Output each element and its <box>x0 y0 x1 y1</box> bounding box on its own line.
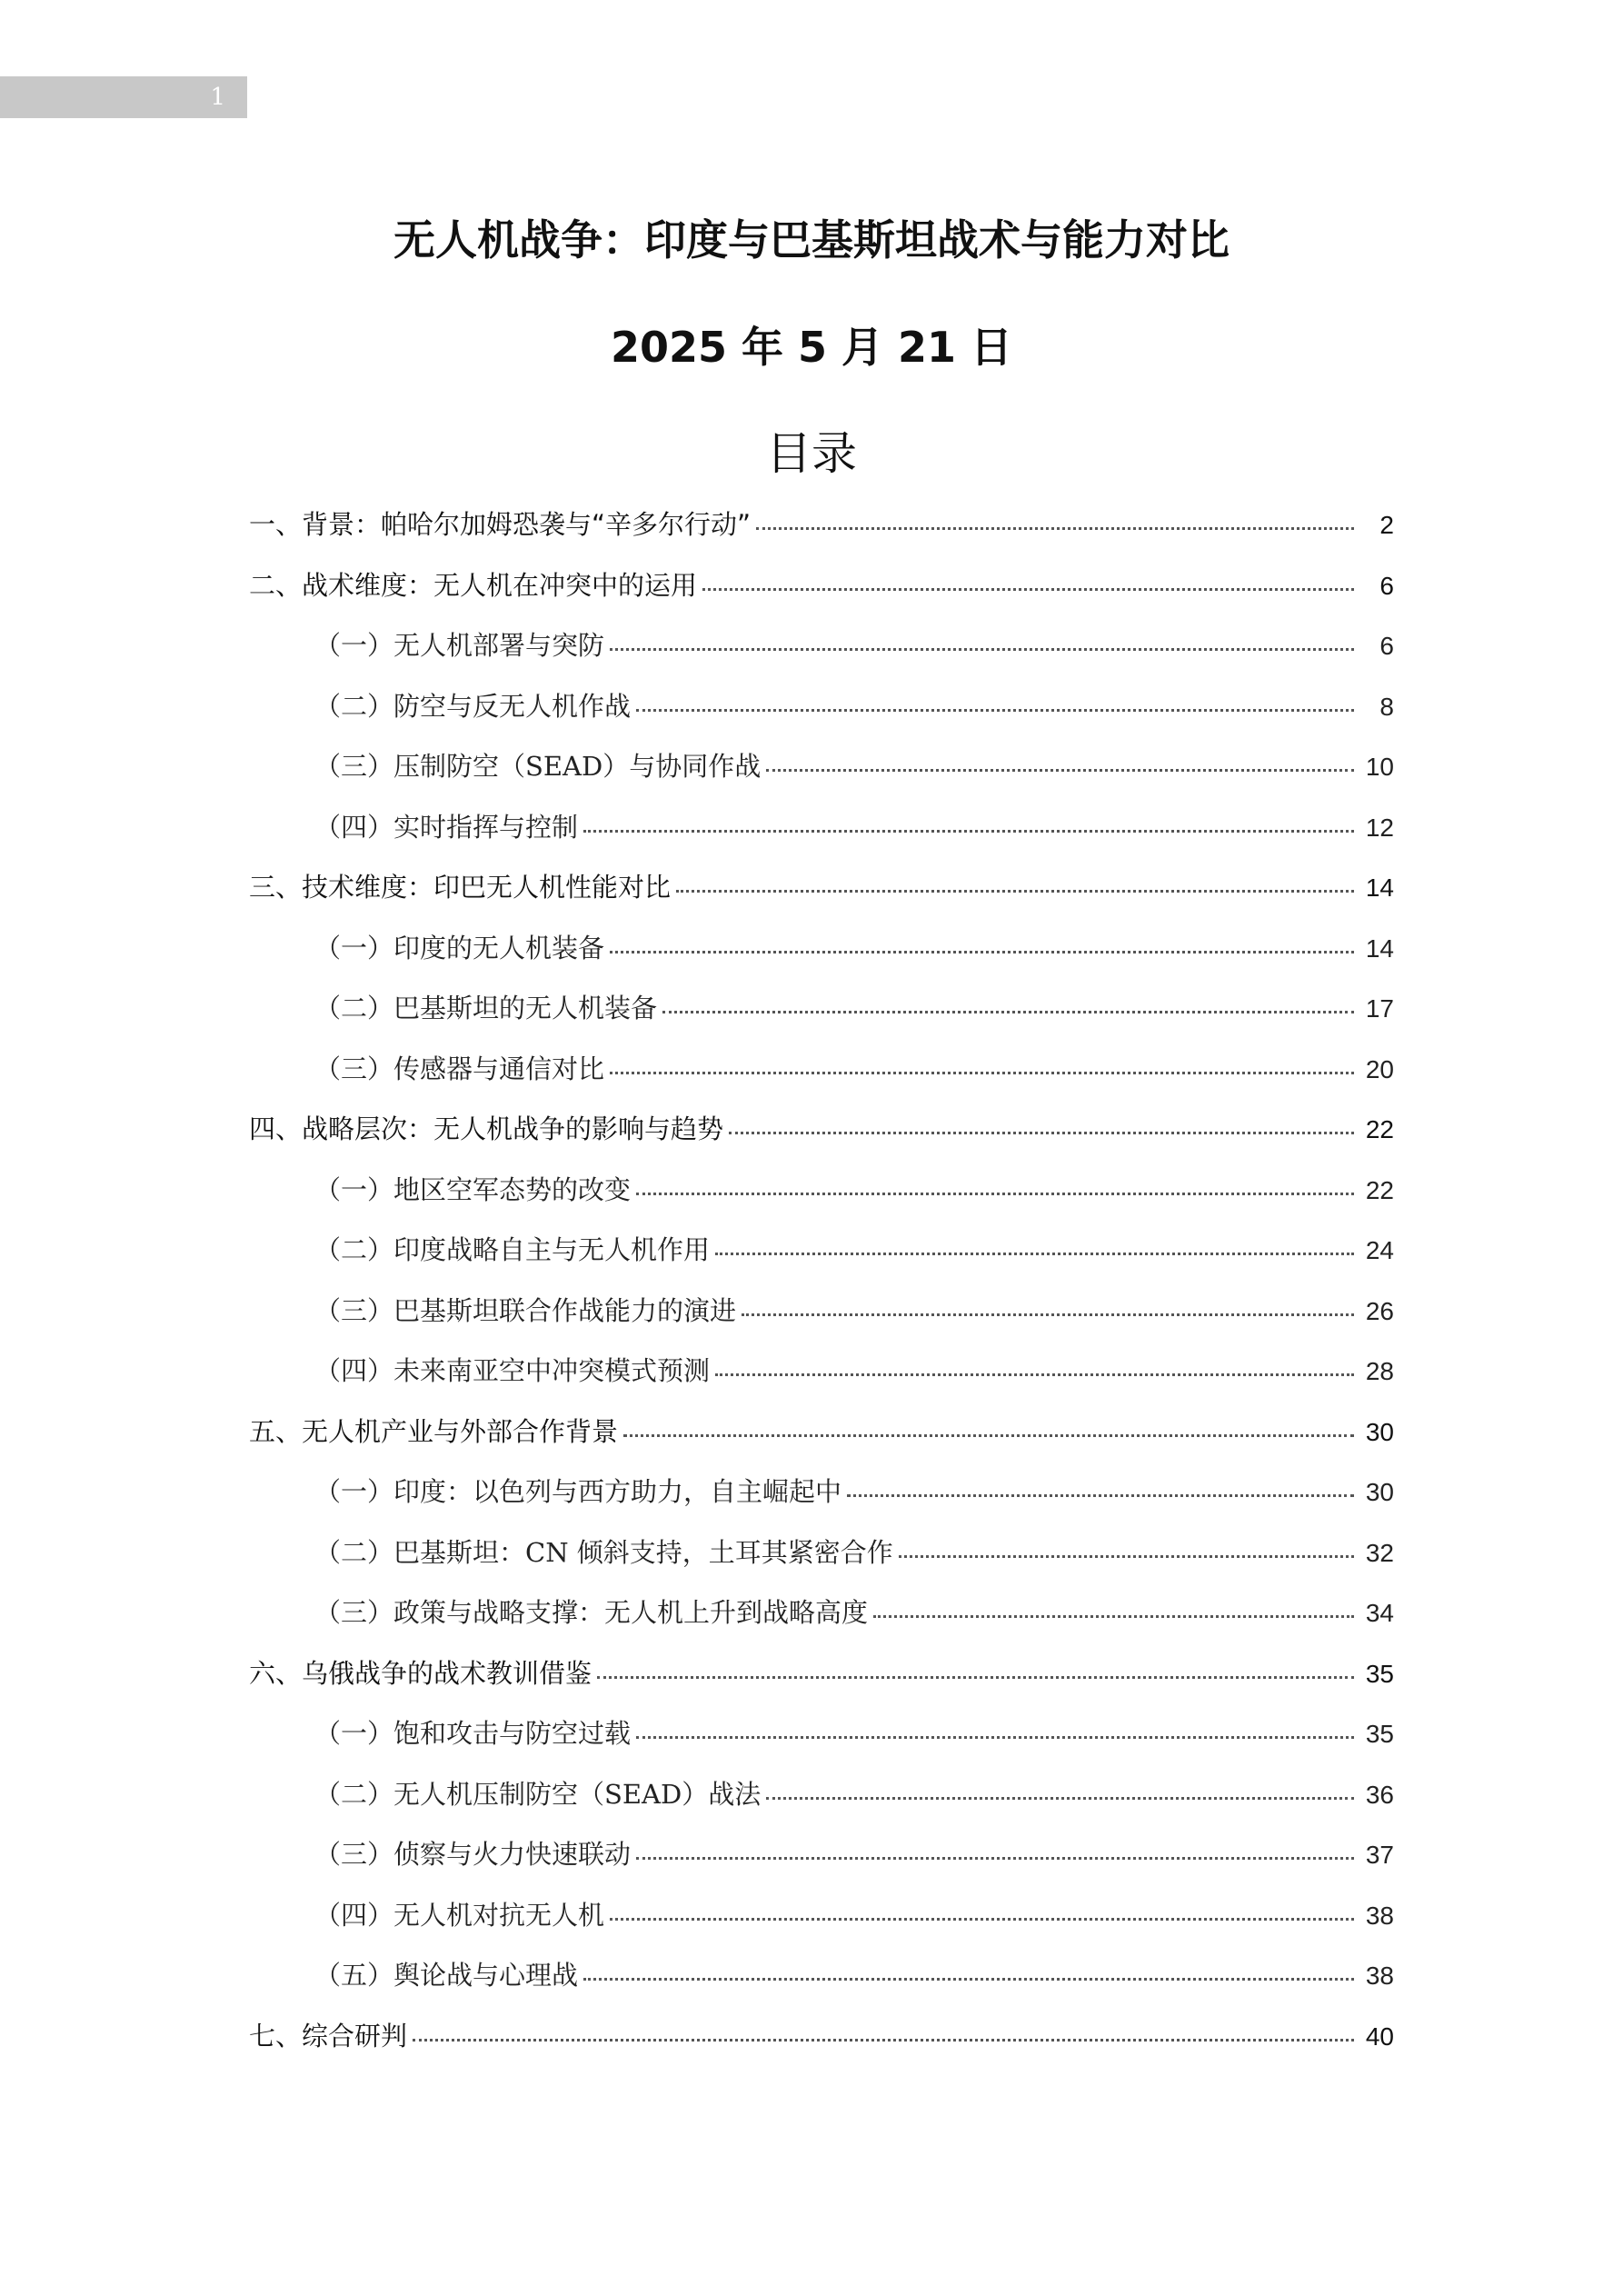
toc-entry-title: （二）巴基斯坦的无人机装备 <box>314 993 658 1023</box>
toc-dot-leader <box>899 1548 1354 1558</box>
toc-entry-title: （三）巴基斯坦联合作战能力的演进 <box>314 1294 737 1326</box>
toc-page-number: 20 <box>1365 1054 1394 1083</box>
toc-subsection-entry[interactable] <box>249 1039 1394 1100</box>
toc-dot-leader <box>662 1003 1354 1013</box>
toc-page-number: 10 <box>1365 753 1394 781</box>
toc-section-entry[interactable] <box>249 2006 1394 2067</box>
toc-subsection-entry[interactable] <box>249 1462 1394 1522</box>
toc-subsection-entry[interactable] <box>249 1341 1394 1402</box>
toc-entry-title: 六、乌俄战争的战术教训借鉴 <box>249 1657 592 1689</box>
toc-entry-title: （一）印度的无人机装备 <box>314 932 605 963</box>
toc-subsection-entry[interactable] <box>249 1220 1394 1281</box>
toc-page-number: 28 <box>1365 1357 1394 1385</box>
toc-page-number: 34 <box>1365 1599 1394 1627</box>
toc-subsection-entry[interactable] <box>249 1764 1394 1825</box>
toc-dot-leader <box>742 1306 1354 1316</box>
toc-page-number: 24 <box>1365 1236 1394 1264</box>
toc-subsection-entry[interactable] <box>249 797 1394 858</box>
toc-page-number: 30 <box>1365 1417 1394 1446</box>
document-title: 无人机战争：印度与巴基斯坦战术与能力对比 <box>393 215 1230 265</box>
toc-section-entry[interactable] <box>249 1099 1394 1160</box>
toc-dot-leader <box>636 1729 1354 1739</box>
toc-subsection-entry[interactable] <box>249 1582 1394 1643</box>
toc-entry-title: （一）地区空军态势的改变 <box>314 1173 632 1205</box>
toc-dot-leader <box>583 823 1354 833</box>
toc-dot-leader <box>636 1850 1354 1860</box>
toc-subsection-entry[interactable] <box>249 978 1394 1039</box>
toc-dot-leader <box>702 581 1354 591</box>
toc-page-number: 8 <box>1379 692 1394 721</box>
toc-subsection-entry[interactable] <box>249 1824 1394 1885</box>
toc-dot-leader <box>610 1911 1354 1921</box>
toc-dot-leader <box>597 1669 1354 1679</box>
toc-dot-leader <box>756 520 1354 530</box>
toc-entry-title: （二）防空与反无人机作战 <box>314 690 632 722</box>
toc-dot-leader <box>715 1245 1354 1255</box>
toc-page-number: 36 <box>1365 1780 1394 1809</box>
toc-entry-title: （一）无人机部署与突防 <box>314 630 605 661</box>
toc-page-number: 6 <box>1379 571 1394 600</box>
toc-page-number: 26 <box>1365 1296 1394 1325</box>
toc-entry-title: （五）舆论战与心理战 <box>314 1960 579 1991</box>
toc-dot-leader <box>766 762 1354 772</box>
toc-page-number: 17 <box>1365 994 1394 1023</box>
toc-dot-leader <box>636 1185 1354 1195</box>
toc-dot-leader <box>766 1790 1354 1800</box>
toc-entry-title: （四）实时指挥与控制 <box>314 811 579 843</box>
toc-dot-leader <box>413 2031 1354 2041</box>
toc-subsection-entry[interactable] <box>249 615 1394 676</box>
toc-subsection-entry[interactable] <box>249 1281 1394 1342</box>
toc-subsection-entry[interactable] <box>249 918 1394 979</box>
toc-page-number: 22 <box>1365 1115 1394 1143</box>
document-date: 2025 年 5 月 21 日 <box>610 323 1013 372</box>
toc-page-number: 14 <box>1365 933 1394 963</box>
toc-dot-leader <box>636 702 1354 712</box>
toc-page-number: 22 <box>1365 1175 1394 1204</box>
toc-page-number: 35 <box>1365 1659 1394 1688</box>
toc-dot-leader <box>729 1124 1354 1134</box>
toc-dot-leader <box>610 641 1354 651</box>
toc-entry-title: （三）侦察与火力快速联动 <box>314 1839 632 1870</box>
toc-section-entry[interactable] <box>249 857 1394 918</box>
toc-subsection-entry[interactable] <box>249 1522 1394 1583</box>
page-number: 1 <box>210 84 225 111</box>
toc-heading: 目录 <box>766 427 857 480</box>
toc-subsection-entry[interactable] <box>249 736 1394 797</box>
toc-subsection-entry[interactable] <box>249 1160 1394 1221</box>
toc-dot-leader <box>623 1427 1354 1437</box>
toc-section-entry[interactable] <box>249 494 1394 555</box>
toc-dot-leader <box>715 1366 1354 1376</box>
toc-page-number: 2 <box>1379 511 1394 539</box>
toc-subsection-entry[interactable] <box>249 676 1394 737</box>
toc-entry-title: 二、战术维度：无人机在冲突中的运用 <box>249 569 698 601</box>
toc-dot-leader <box>847 1487 1354 1497</box>
toc-dot-leader <box>676 883 1354 893</box>
toc-page-number: 38 <box>1365 1901 1394 1930</box>
toc-subsection-entry[interactable] <box>249 1703 1394 1764</box>
toc-entry-title: （一）饱和攻击与防空过载 <box>314 1718 632 1749</box>
toc-entry-title: （二）印度战略自主与无人机作用 <box>314 1234 711 1265</box>
toc-subsection-entry[interactable] <box>249 1945 1394 2006</box>
toc-page-number: 40 <box>1365 2021 1394 2051</box>
toc-entry-title: （二）无人机压制防空（SEAD）战法 <box>314 1778 762 1810</box>
toc-entry-title: （四）未来南亚空中冲突模式预测 <box>314 1355 711 1386</box>
page-number-tab <box>0 76 247 118</box>
toc-entry-title: （三）压制防空（SEAD）与协同作战 <box>314 751 762 782</box>
toc-entry-title: （一）印度：以色列与西方助力，自主崛起中 <box>314 1476 842 1507</box>
toc-dot-leader <box>583 1971 1354 1981</box>
toc-page-number: 6 <box>1379 632 1394 660</box>
toc-page-number: 12 <box>1365 813 1394 842</box>
toc-entry-title: （三）传感器与通信对比 <box>314 1053 605 1084</box>
toc-subsection-entry[interactable] <box>249 1885 1394 1946</box>
table-of-contents <box>249 494 1394 2066</box>
toc-dot-leader <box>610 1064 1354 1074</box>
toc-page-number: 35 <box>1365 1720 1394 1748</box>
toc-dot-leader <box>873 1608 1354 1618</box>
toc-page-number: 38 <box>1365 1962 1394 1990</box>
toc-entry-title: 五、无人机产业与外部合作背景 <box>249 1415 619 1447</box>
toc-page-number: 32 <box>1365 1538 1394 1567</box>
toc-section-entry[interactable] <box>249 1643 1394 1704</box>
toc-entry-title: 三、技术维度：印巴无人机性能对比 <box>249 872 672 903</box>
toc-entry-title: （三）政策与战略支撑：无人机上升到战略高度 <box>314 1597 869 1628</box>
toc-entry-title: 四、战略层次：无人机战争的影响与趋势 <box>249 1113 724 1144</box>
toc-dot-leader <box>610 943 1354 953</box>
toc-entry-title: （四）无人机对抗无人机 <box>314 1899 605 1931</box>
toc-page-number: 30 <box>1365 1478 1394 1506</box>
toc-entry-title: 七、综合研判 <box>249 2020 408 2051</box>
toc-entry-title: （二）巴基斯坦：CN 倾斜支持，土耳其紧密合作 <box>314 1536 893 1568</box>
toc-page-number: 37 <box>1365 1841 1394 1869</box>
toc-page-number: 14 <box>1365 873 1394 902</box>
toc-section-entry[interactable] <box>249 1402 1394 1462</box>
toc-section-entry[interactable] <box>249 555 1394 616</box>
toc-entry-title: 一、背景：帕哈尔加姆恐袭与“辛多尔行动” <box>249 509 752 540</box>
